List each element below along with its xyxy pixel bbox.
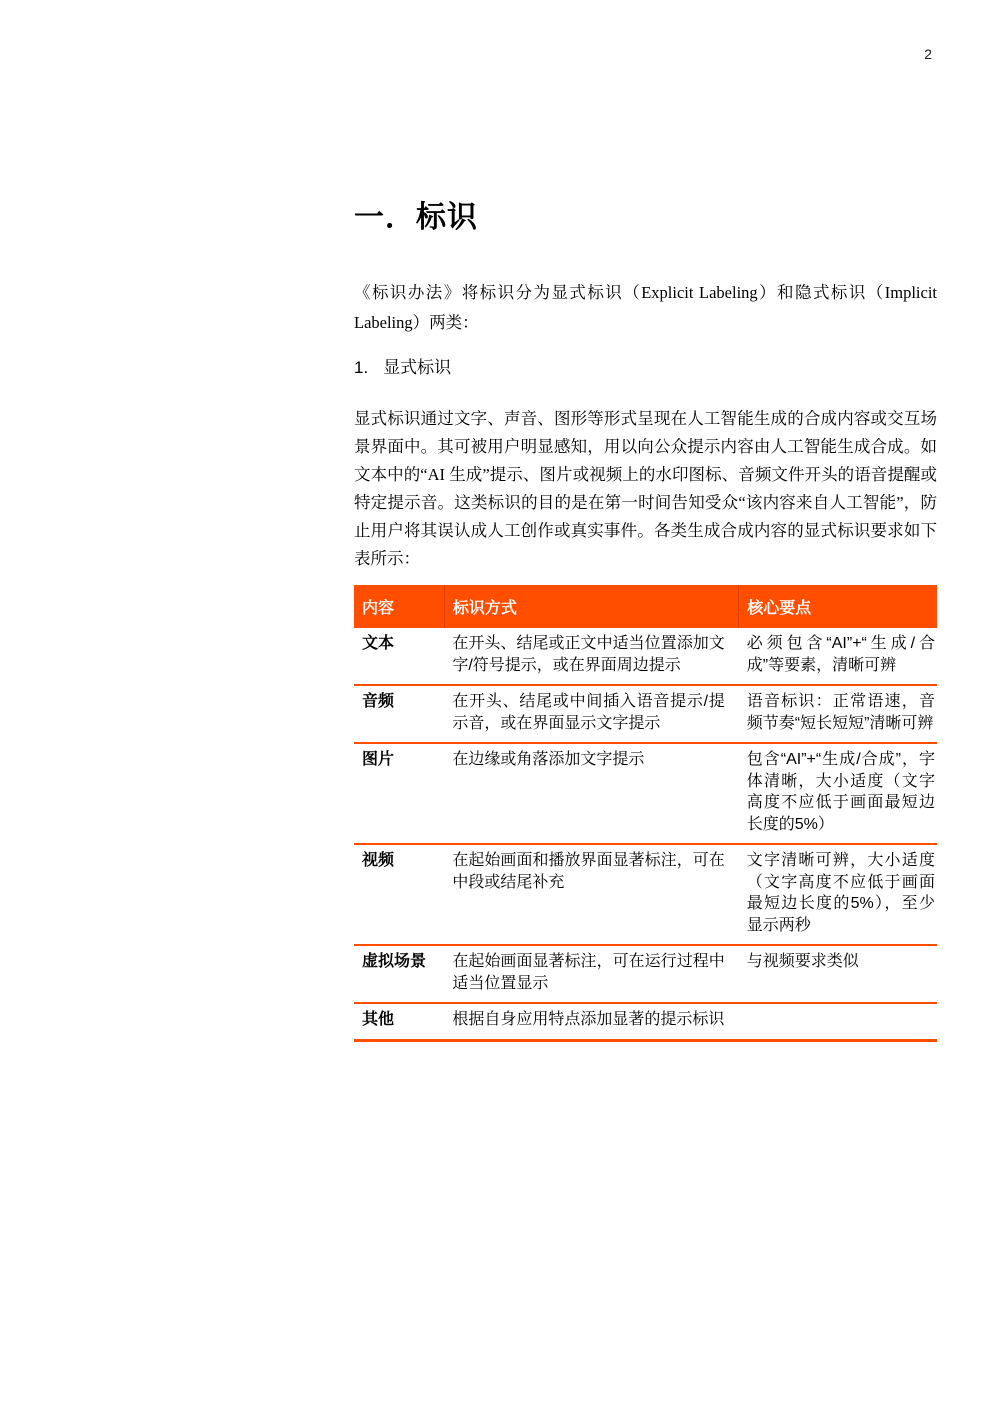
row-label-cell: 图片: [354, 743, 444, 844]
intro-paragraph: 《标识办法》将标识分为显式标识（Explicit Labeling）和隐式标识（Implicit Labeling）两类：: [354, 283, 937, 332]
table-row-virtual-scene: [354, 945, 937, 1003]
points-cell: 与视频要求类似: [739, 945, 937, 1003]
section-title: 显式标识: [383, 358, 452, 377]
table-header-row: [354, 585, 937, 628]
section-heading: [354, 355, 937, 381]
row-label-cell: 虚拟场景: [354, 945, 444, 1003]
table-row-image: [354, 743, 937, 844]
body-paragraph: 显式标识通过文字、声音、图形等形式呈现在人工智能生成的合成内容或交互场景界面中。其可被用户明显感知，用以向公众提示内容由人工智能生成合成。如文本中的“AI 生成”提示、图片或视频上的水印图标、音频文件开头的语音提醒或特定提示音。这类标识的目的是在第一时间告知受众“该内容来自人工智能”，防止用户将其误认成人工创作或真实事件。各类生成合成内容的显式标识要求如下表所示：: [354, 409, 937, 568]
points-cell: [739, 1003, 937, 1040]
table-row-video: [354, 844, 937, 945]
table-header-points: 核心要点: [739, 585, 937, 628]
table-header-method: 标识方式: [444, 585, 738, 628]
page-number: 2: [924, 46, 932, 62]
points-cell: 包含“AI”+“生成/合成”，字体清晰，大小适度（文字高度不应低于画面最短边长度的5%）: [739, 743, 937, 844]
row-label-cell: 音频: [354, 685, 444, 743]
table-row-text: [354, 628, 937, 685]
table-header-content: 内容: [354, 585, 444, 628]
points-cell: 文字清晰可辨，大小适度（文字高度不应低于画面最短边长度的5%），至少显示两秒: [739, 844, 937, 945]
table-row-audio: [354, 685, 937, 743]
document-heading: 一．标识: [354, 201, 478, 234]
method-cell: 在边缘或角落添加文字提示: [444, 743, 738, 844]
points-cell: 必须包含“AI”+“生成/合成”等要素，清晰可辨: [739, 628, 937, 685]
method-cell: 在开头、结尾或中间插入语音提示/提示音，或在界面显示文字提示: [444, 685, 738, 743]
explicit-labeling-table: [354, 585, 937, 1042]
row-label-cell: 其他: [354, 1003, 444, 1040]
method-cell: 根据自身应用特点添加显著的提示标识: [444, 1003, 738, 1040]
method-cell: 在起始画面显著标注，可在运行过程中适当位置显示: [444, 945, 738, 1003]
page-content: [354, 0, 937, 1042]
table-row-other: [354, 1003, 937, 1040]
section-number: 1.: [354, 358, 369, 377]
row-label-cell: 视频: [354, 844, 444, 945]
points-cell: 语音标识：正常语速，音频节奏“短长短短”清晰可辨: [739, 685, 937, 743]
method-cell: 在起始画面和播放界面显著标注，可在中段或结尾补充: [444, 844, 738, 945]
method-cell: 在开头、结尾或正文中适当位置添加文字/符号提示，或在界面周边提示: [444, 628, 738, 685]
row-label-cell: 文本: [354, 628, 444, 685]
